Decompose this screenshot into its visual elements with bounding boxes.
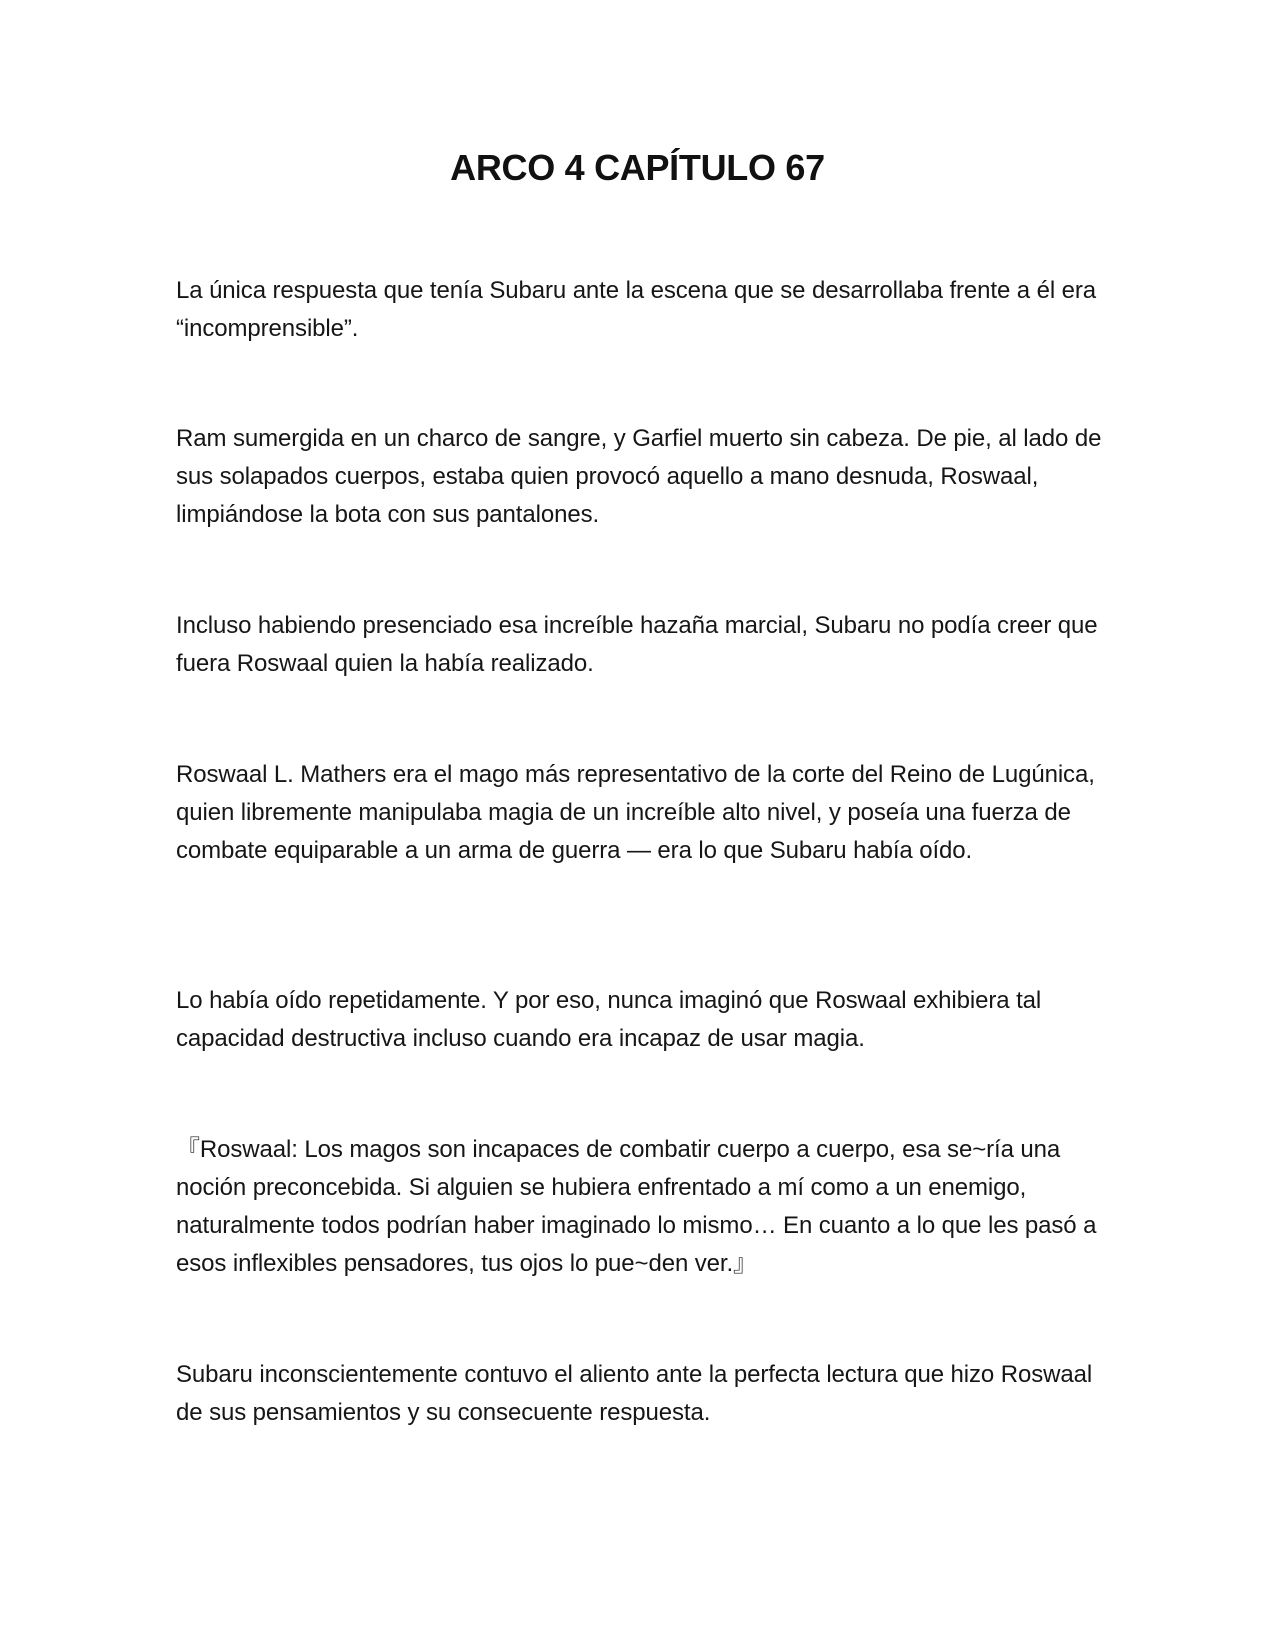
paragraph-3: Incluso habiendo presenciado esa increíble hazaña marcial, Subaru no podía creer que fuera Roswaal quien la había realizado. [176,612,1098,677]
chapter-title: ARCO 4 CAPÍTULO 67 [450,147,825,188]
paragraph-5: Lo había oído repetidamente. Y por eso, nunca imaginó que Roswaal exhibiera tal capacidad destructiva incluso cuando era incapaz de usar magia. [176,987,1042,1052]
paragraph-6-dialogue: 『Roswaal: Los magos son incapaces de combatir cuerpo a cuerpo, esa se~ría una noción preconcebida. Si alguien se hubiera enfrentado a mí como a un enemigo, naturalmente todos podrían haber imaginado lo mismo… En cuanto a lo que les pasó a esos inflexibles pensadores, tus ojos lo pue~den ver.』 [176,1136,1097,1277]
paragraph-4: Roswaal L. Mathers era el mago más representativo de la corte del Reino de Lugúnica, quien libremente manipulaba magia de un increíble alto nivel, y poseía una fuerza de combate equiparable a un arma de guerra — era lo que Subaru había oído. [176,761,1095,864]
paragraph-1: La única respuesta que tenía Subaru ante la escena que se desarrollaba frente a él era “incomprensible”. [176,277,1097,342]
paragraph-2: Ram sumergida en un charco de sangre, y Garfiel muerto sin cabeza. De pie, al lado de sus solapados cuerpos, estaba quien provocó aquello a mano desnuda, Roswaal, limpiándose la bota con sus pantalones. [176,425,1102,528]
paragraph-7: Subaru inconscientemente contuvo el aliento ante la perfecta lectura que hizo Roswaal de sus pensamientos y su consecuente respuesta. [176,1361,1093,1426]
